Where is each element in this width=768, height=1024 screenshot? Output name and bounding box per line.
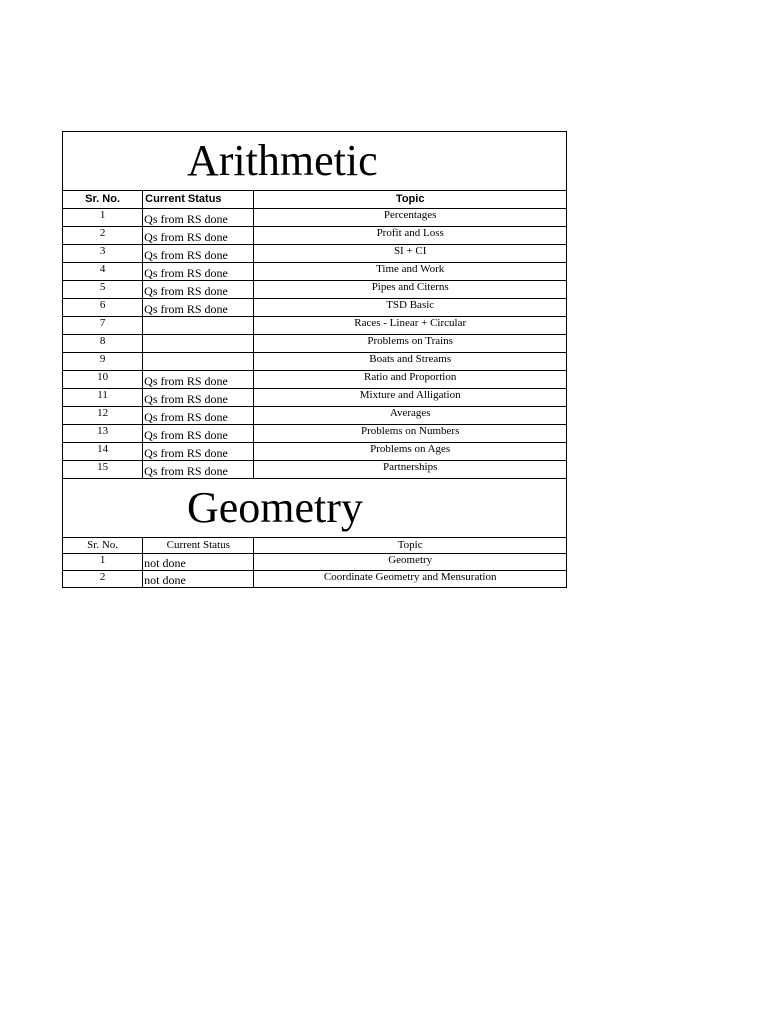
arithmetic-status-cell: Qs from RS done (143, 299, 254, 317)
arithmetic-sr-cell: 8 (63, 335, 143, 353)
arithmetic-status-cell: Qs from RS done (143, 371, 254, 389)
arithmetic-sr-cell: 15 (63, 461, 143, 479)
arithmetic-status-cell (143, 353, 254, 371)
geometry-status-cell: not done (143, 571, 254, 588)
arithmetic-status-cell: Qs from RS done (143, 461, 254, 479)
arithmetic-table-row (63, 281, 567, 299)
arithmetic-header-row (63, 191, 567, 209)
arithmetic-sr-cell: 10 (63, 371, 143, 389)
arithmetic-sr-cell: 1 (63, 209, 143, 227)
arithmetic-table-row (63, 335, 567, 353)
arithmetic-status-cell: Qs from RS done (143, 281, 254, 299)
arithmetic-header-sr: Sr. No. (63, 191, 143, 209)
arithmetic-topic-cell: Percentages (254, 209, 567, 227)
arithmetic-topic-cell: Problems on Numbers (254, 425, 567, 443)
arithmetic-sr-cell: 11 (63, 389, 143, 407)
arithmetic-table-row (63, 353, 567, 371)
arithmetic-topic-cell: TSD Basic (254, 299, 567, 317)
arithmetic-status-cell: Qs from RS done (143, 389, 254, 407)
arithmetic-table-row (63, 299, 567, 317)
arithmetic-table-row (63, 443, 567, 461)
arithmetic-status-cell: Qs from RS done (143, 407, 254, 425)
geometry-status-cell: not done (143, 554, 254, 571)
arithmetic-topic-cell: Pipes and Citerns (254, 281, 567, 299)
geometry-topic-cell: Geometry (254, 554, 567, 571)
arithmetic-sr-cell: 13 (63, 425, 143, 443)
arithmetic-table-row (63, 317, 567, 335)
arithmetic-title: Arithmetic (63, 132, 567, 191)
arithmetic-topic-cell: Averages (254, 407, 567, 425)
arithmetic-sr-cell: 12 (63, 407, 143, 425)
arithmetic-status-cell: Qs from RS done (143, 443, 254, 461)
arithmetic-header-status: Current Status (143, 191, 254, 209)
arithmetic-status-cell: Qs from RS done (143, 425, 254, 443)
arithmetic-topic-cell: Boats and Streams (254, 353, 567, 371)
arithmetic-topic-cell: Races - Linear + Circular (254, 317, 567, 335)
arithmetic-topic-cell: SI + CI (254, 245, 567, 263)
arithmetic-sr-cell: 2 (63, 227, 143, 245)
arithmetic-sr-cell: 5 (63, 281, 143, 299)
geometry-table-row (63, 554, 567, 571)
geometry-table-row (63, 571, 567, 588)
geometry-title: Geometry (63, 479, 567, 538)
arithmetic-sr-cell: 14 (63, 443, 143, 461)
arithmetic-status-cell (143, 335, 254, 353)
geometry-sr-cell: 1 (63, 554, 143, 571)
arithmetic-table-row (63, 245, 567, 263)
arithmetic-table-row (63, 389, 567, 407)
arithmetic-status-cell: Qs from RS done (143, 209, 254, 227)
arithmetic-table-row (63, 461, 567, 479)
arithmetic-table-row (63, 227, 567, 245)
arithmetic-sr-cell: 6 (63, 299, 143, 317)
arithmetic-topic-cell: Time and Work (254, 263, 567, 281)
arithmetic-topic-cell: Problems on Trains (254, 335, 567, 353)
arithmetic-status-cell: Qs from RS done (143, 263, 254, 281)
geometry-header-row (63, 538, 567, 554)
arithmetic-topic-cell: Ratio and Proportion (254, 371, 567, 389)
arithmetic-status-cell (143, 317, 254, 335)
arithmetic-table-row (63, 209, 567, 227)
arithmetic-header-topic: Topic (254, 191, 567, 209)
geometry-topic-cell: Coordinate Geometry and Mensuration (254, 571, 567, 588)
geometry-header-status: Current Status (143, 538, 254, 554)
geometry-sr-cell: 2 (63, 571, 143, 588)
arithmetic-sr-cell: 4 (63, 263, 143, 281)
geometry-header-sr: Sr. No. (63, 538, 143, 554)
geometry-header-topic: Topic (254, 538, 567, 554)
arithmetic-sr-cell: 7 (63, 317, 143, 335)
arithmetic-sr-cell: 3 (63, 245, 143, 263)
arithmetic-topic-cell: Partnerships (254, 461, 567, 479)
arithmetic-status-cell: Qs from RS done (143, 245, 254, 263)
arithmetic-table-row (63, 263, 567, 281)
arithmetic-table-row (63, 371, 567, 389)
geometry-title-row (63, 479, 567, 538)
arithmetic-status-cell: Qs from RS done (143, 227, 254, 245)
topics-table (62, 131, 567, 588)
arithmetic-table-row (63, 425, 567, 443)
arithmetic-title-row (63, 132, 567, 191)
arithmetic-topic-cell: Profit and Loss (254, 227, 567, 245)
arithmetic-topic-cell: Mixture and Alligation (254, 389, 567, 407)
arithmetic-topic-cell: Problems on Ages (254, 443, 567, 461)
arithmetic-table-row (63, 407, 567, 425)
arithmetic-sr-cell: 9 (63, 353, 143, 371)
